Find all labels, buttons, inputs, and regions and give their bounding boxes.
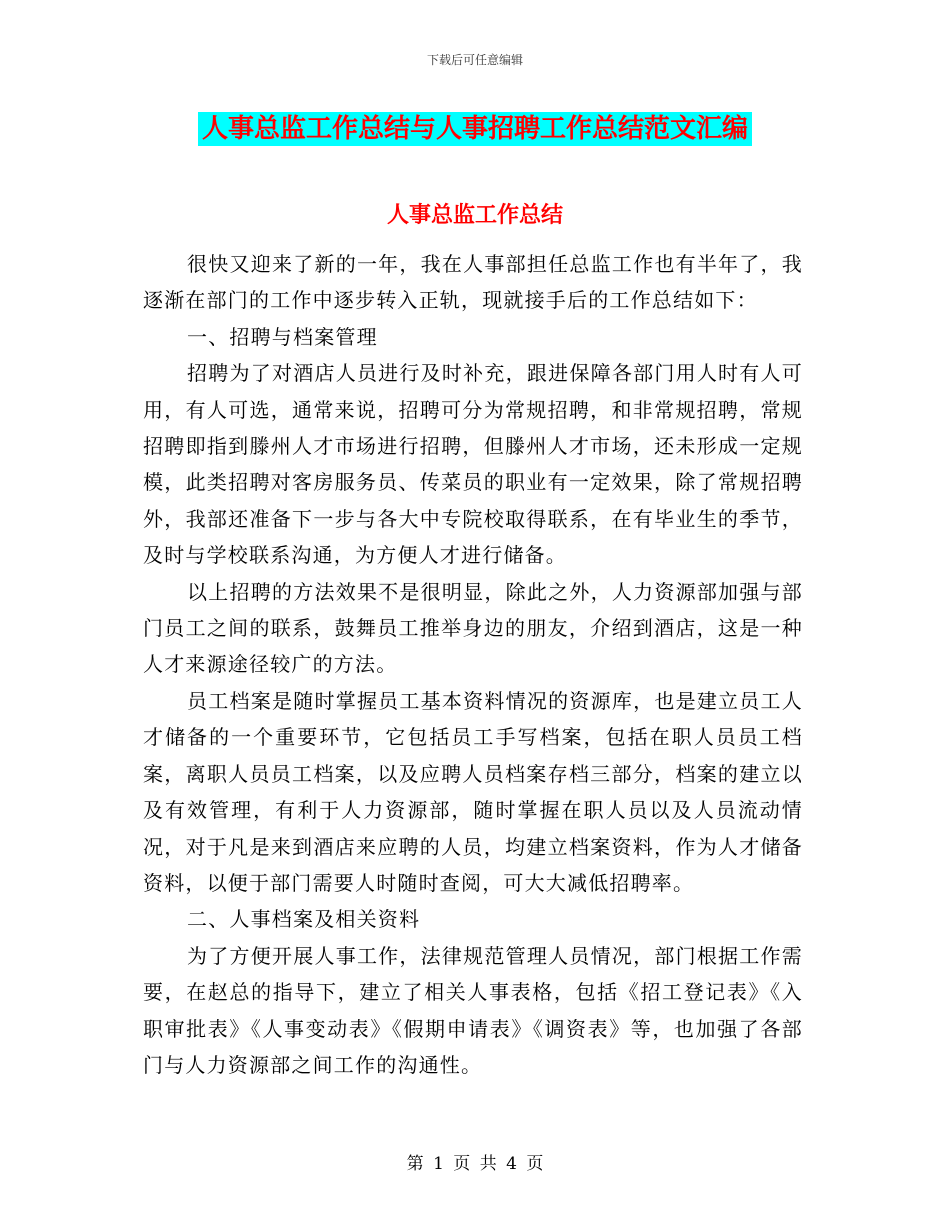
header-note: 下载后可任意编辑 (426, 53, 523, 67)
section-heading: 二、人事档案及相关资料 (187, 907, 421, 932)
paragraph: 员工档案是随时掌握员工基本资料情况的资源库，也是建立员工人才储备的一个重要环节，它包括员工手写档案，包括在职人员员工档案，离职人员员工档案，以及应聘人员档案存档三部分，档案的建立以及有效管理，有利于人力资源部，随时掌握在职人员以及人员流动情况，对于凡是来到酒店来应聘的人员，均建立档案资料，作为人才储备资料，以便于部门需要人时随时查阅，可大大减低招聘率。 (143, 688, 803, 895)
page-number-footer: 第 1 页 共 4 页 (406, 1154, 544, 1174)
section-title: 人事总监工作总结 (386, 203, 563, 228)
paragraph: 很快又迎来了新的一年，我在人事部担任总监工作也有半年了，我逐渐在部门的工作中逐步转入正轨，现就接手后的工作总结如下： (143, 252, 803, 313)
main-title-container (0, 112, 950, 146)
paragraph: 为了方便开展人事工作，法律规范管理人员情况，部门根据工作需要，在赵总的指导下，建立了相关人事表格，包括《招工登记表》《入职审批表》《人事变动表》《假期申请表》《调资表》等，也加强了各部门与人力资源部之间工作的沟通性。 (143, 943, 803, 1077)
paragraph: 以上招聘的方法效果不是很明显，除此之外，人力资源部加强与部门员工之间的联系，鼓舞员工推举身边的朋友，介绍到酒店，这是一种人才来源途径较广的方法。 (143, 579, 803, 677)
main-title: 人事总监工作总结与人事招聘工作总结范文汇编 (198, 112, 752, 146)
paragraph: 招聘为了对酒店人员进行及时补充，跟进保障各部门用人时有人可用，有人可选，通常来说，招聘可分为常规招聘，和非常规招聘，常规招聘即指到滕州人才市场进行招聘，但滕州人才市场，还未形成一定规模，此类招聘对客房服务员、传菜员的职业有一定效果，除了常规招聘外，我部还准备下一步与各大中专院校取得联系，在有毕业生的季节，及时与学校联系沟通，为方便人才进行储备。 (143, 361, 803, 568)
document-body (143, 246, 803, 1083)
section-heading: 一、招聘与档案管理 (187, 324, 378, 349)
